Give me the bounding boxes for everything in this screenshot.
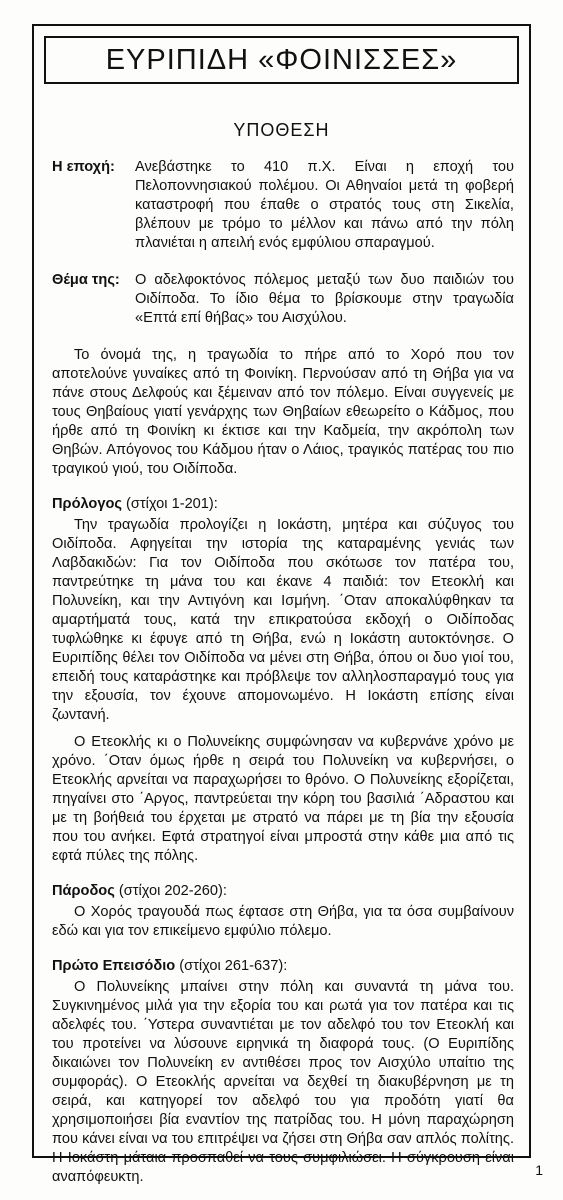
epoch-definition [52, 158, 514, 253]
prologue-head: Πρόλογος [52, 496, 122, 512]
prologue-paragraph-2: Ο Ετεοκλής κι ο Πολυνείκης συμφώνησαν να κυβερνάνε χρόνο με χρόνο. ΄Οταν όμως ήρθε η σειρά του Πολυνείκη να κυβερνήσει, ο Ετεοκλής αρνείται να παραχωρήσει το θρόνο. Ο Πολυνείκης εξορίζεται, πηγαίνει στο ΄Αργος, παντρεύεται την κόρη του βασιλιά ΄Αδραστου και με τη βοήθειά του έρχεται με στρατό να πάρει με τη βία την εξουσία που του ανήκει. Εφτά στρατηγοί είναι μπροστά στην κάθε μια από τις εφτά πύλες της πόλης. [52, 734, 514, 864]
title-box [44, 36, 519, 84]
parodos-head: Πάροδος [52, 883, 115, 899]
content-body [52, 158, 514, 1187]
parodos-paragraph: Ο Χορός τραγουδά πως έφτασε στη Θήβα, για τα όσα συμβαίνουν εδώ και για τον επικείμενο εμφύλιο πόλεμο. [52, 904, 514, 939]
parodos-lines: (στίχοι 202-260): [118, 883, 227, 899]
document-title: ΕΥΡΙΠΙΔΗ «ΦΟΙΝΙΣΣΕΣ» [105, 43, 458, 76]
prologue-paragraph-1: Την τραγωδία προλογίζει η Ιοκάστη, μητέρα και σύζυγος του Οιδίποδα. Αφηγείται την ιστορία της καταραμένης γενιάς των Λαβδακιδών: Για τον Οιδίποδα που σκότωσε τον πατέρα του, παντρεύτηκε τη μάνα του και έκανε 4 παιδιά: τον Ετεοκλή και Πολυνείκη, και την Αντιγόνη και Ισμήνη. ΄Οταν αποκαλύφθηκαν τα αμαρτήματά τους, κατά την επικρατούσα εκδοχή ο Οιδίποδας τυφλώθηκε κι έφυγε από τη Θήβα, ενώ η Ιοκάστη αυτοκτόνησε. Ο Ευριπίδης θέλει τον Οιδίποδα να μένει στη Θήβα, όπου οι δυο γιοί του, επειδή τους καταράστηκε και πρόβλεψε τον αλληλοσπαραγμό τους για την εξουσία, τον έχουνε απομονωμένο. Η Ιοκάστη επίσης είναι ζωντανή. [52, 517, 514, 723]
page-number: 1 [535, 1162, 543, 1178]
theme-text: Ο αδελφοκτόνος πόλεμος μεταξύ των δυο παιδιών του Οιδίποδα. Το ίδιο θέμα το βρίσκουμε στην τραγωδία «Επτά επί θήβας» του Αισχύλου. [135, 272, 514, 326]
theme-definition [52, 271, 514, 328]
episode1-paragraph: Ο Πολυνείκης μπαίνει στην πόλη και συναντά τη μάνα του. Συγκινημένος μιλά για την εξορία του και ρωτά για τον πατέρα και τις αδελφές του. ΄Υστερα συναντιέται με τον αδελφό του τον Ετεοκλή και του προτείνει να λύσουνε ειρηνικά τη διαφορά τους. (Ο Ευριπίδης δικαιώνει τον Πολυνείκη εν αντιθέσει προς τον Αισχύλο υπαίτιο της συμφοράς). Ο Ετεοκλής αρνείται να δεχθεί τη διακυβέρνηση με τη σειρά, και κατηγορεί τον αδελφό του για προδότη γιατί θα χρησιμοποιήσει βία εναντίον της πατρίδας του. Η μόνη παραχώρηση που κάνει είναι να του επιτρέψει να ζήσει στη Θήβα σαν απλός πολίτης. Η Ιοκάστη μάταια προσπαθεί να τους συμφιλιώσει. Η σύγκρουση είναι αναπόφευκτη. [52, 979, 514, 1185]
episode1-heading [52, 957, 514, 976]
page-frame [32, 24, 531, 1185]
epoch-term: Η εποχή: [52, 159, 115, 175]
parodos-heading [52, 882, 514, 901]
prologue-heading [52, 495, 514, 514]
prologue-lines: (στίχοι 1-201): [126, 496, 218, 512]
theme-term: Θέμα της: [52, 272, 120, 288]
episode1-lines: (στίχοι 261-637): [179, 958, 288, 974]
section-subtitle: ΥΠΟΘΕΣΗ [233, 120, 330, 140]
epoch-text: Ανεβάστηκε το 410 π.Χ. Είναι η εποχή του Πελοποννησιακού πολέμου. Οι Αθηναίοι μετά τη φοβερή καταστροφή που έπαθε ο στρατός τους στη Σικελία, βλέπουν με τρόμο το μέλλον και πάνω από την πόλη πλανιέται η απειλή ενός εμφύλιου σπαραγμού. [135, 159, 514, 251]
episode1-head: Πρώτο Επεισόδιο [52, 958, 176, 974]
intro-paragraph: Το όνομά της, η τραγωδία το πήρε από το Χορό που τον αποτελούνε γυναίκες από τη Φοινίκη. Περνούσαν από τη Θήβα για να πάνε στους Δελφούς και ξέμειναν από τον πόλεμο. Είναι συγγενείς με τους Θηβαίους γιατί γενάρχης των Θηβαίων εθεωρείτο ο Κάδμος, που ήρθε από τη Φοινίκη κι έκτισε και την Καδμεία, την ακρόπολη των Θηβών. Απόγονος του Κάδμου ήταν ο Λάιος, τραγικός πατέρας του πιο τραγικού γιού, του Οιδίποδα. [52, 347, 514, 477]
